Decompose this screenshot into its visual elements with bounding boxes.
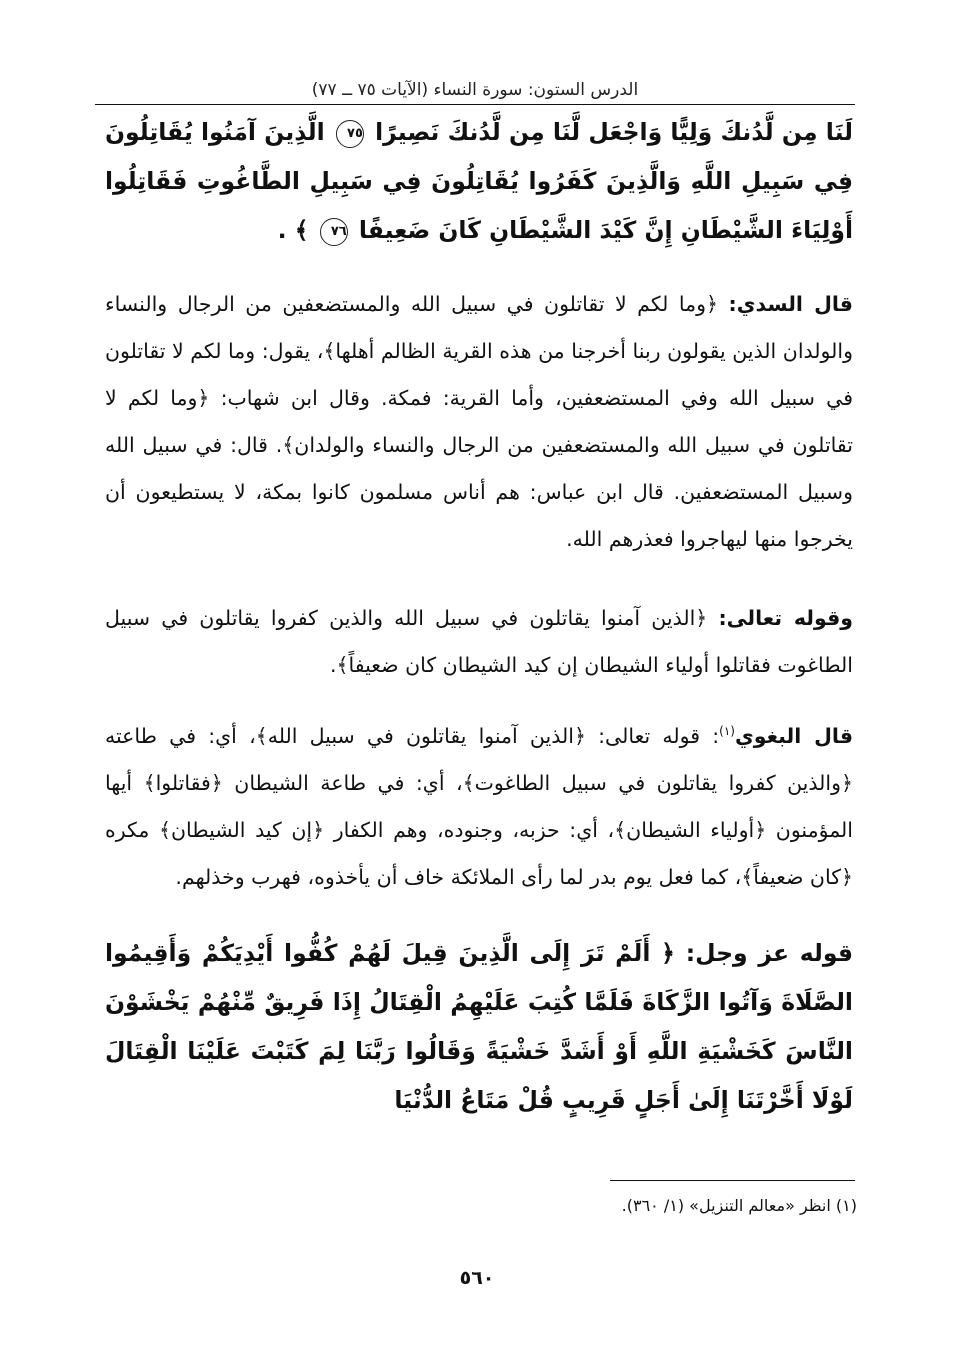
verse-block-2 bbox=[105, 929, 853, 1125]
paragraph-text: ﴿وما لكم لا تقاتلون في سبيل الله والمستضعفين من الرجال والنساء والولدان الذين يقولون ربنا أخرجنا من هذه القرية الظالم أهلها﴾، يقول: وما لكم لا تقاتلون في سبيل الله وفي المستضعفين، وأما القرية: فمكة. وقال ابن شهاب: ﴿وما لكم لا تقاتلون في سبيل الله والمستضعفين من الرجال والنساء والولدان﴾. قال: في سبيل الله وسبيل المستضعفين. قال ابن عباس: هم أناس مسلمون كانوا بمكة، لا يستطيعون أن يخرجوا منها ليهاجروا فعذرهم الله. bbox=[105, 292, 853, 551]
verse-block-1 bbox=[105, 108, 853, 255]
running-header: الدرس الستون: سورة النساء (الآيات ٧٥ ــ ٧٧) bbox=[311, 80, 639, 100]
verse-end-bracket: ﴾ . bbox=[277, 216, 309, 244]
footnote: (١) انظر «معالم التنزيل» (١/ ٣٦٠). bbox=[621, 1196, 857, 1215]
verse-text-76: الَّذِينَ آمَنُوا يُقَاتِلُونَ فِي سَبِيلِ اللَّهِ وَالَّذِينَ كَفَرُوا يُقَاتِلُونَ فِي سَبِيلِ الطَّاغُوتِ فَقَاتِلُوا أَوْلِيَاءَ الشَّيْطَانِ إِنَّ كَيْدَ الشَّيْطَانِ كَانَ ضَعِيفًا bbox=[105, 118, 853, 244]
verse-text-75: لَنَا مِن لَّدُنكَ وَلِيًّا وَاجْعَل لَّنَا مِن لَّدُنكَ نَصِيرًا bbox=[375, 118, 853, 146]
paragraph-suddi bbox=[105, 281, 853, 563]
speaker-label: وقوله تعالى: bbox=[718, 606, 853, 630]
speaker-label: قال البغوي bbox=[734, 724, 853, 748]
speaker-label: قال السدي: bbox=[728, 292, 853, 316]
ayah-number-75: ٧٥ bbox=[336, 120, 364, 148]
paragraph-verse-76 bbox=[105, 595, 853, 689]
verse-text-77: ﴿ أَلَمْ تَرَ إِلَى الَّذِينَ قِيلَ لَهُمْ كُفُّوا أَيْدِيَكُمْ وَأَقِيمُوا الصَّلَاةَ وَآتُوا الزَّكَاةَ فَلَمَّا كُتِبَ عَلَيْهِمُ الْقِتَالُ إِذَا فَرِيقٌ مِّنْهُمْ يَخْشَوْنَ النَّاسَ كَخَشْيَةِ اللَّهِ أَوْ أَشَدَّ خَشْيَةً وَقَالُوا رَبَّنَا لِمَ كَتَبْتَ عَلَيْنَا الْقِتَالَ لَوْلَا أَخَّرْتَنَا إِلَىٰ أَجَلٍ قَرِيبٍ قُلْ مَتَاعُ الدُّنْيَا bbox=[105, 939, 853, 1114]
footnote-rule bbox=[610, 1180, 855, 1181]
page-number: ٥٦٠ bbox=[459, 1267, 495, 1289]
header-rule bbox=[95, 104, 855, 105]
verse-intro: قوله عز وجل: bbox=[685, 939, 853, 967]
paragraph-baghawi bbox=[105, 713, 853, 901]
paragraph-text: ﴿الذين آمنوا يقاتلون في سبيل الله والذين كفروا يقاتلون في سبيل الطاغوت فقاتلوا أولياء الشيطان إن كيد الشيطان كان ضعيفاً﴾. bbox=[105, 606, 853, 677]
paragraph-text: : قوله تعالى: ﴿الذين آمنوا يقاتلون في سبيل الله﴾، أي: في طاعته ﴿والذين كفروا يقاتلون في سبيل الطاغوت﴾، أي: في طاعة الشيطان ﴿فقاتلوا﴾ أيها المؤمنون ﴿أولياء الشيطان﴾، أي: حزبه، وجنوده، وهم الكفار ﴿إن كيد الشيطان﴾ مكره ﴿كان ضعيفاً﴾، كما فعل يوم بدر لما رأى الملائكة خاف أن يأخذوه، فهرب وخذلهم. bbox=[105, 724, 853, 889]
page-body bbox=[105, 108, 853, 1125]
ayah-number-76: ٧٦ bbox=[320, 218, 348, 246]
footnote-reference[interactable]: (١) bbox=[719, 724, 735, 739]
